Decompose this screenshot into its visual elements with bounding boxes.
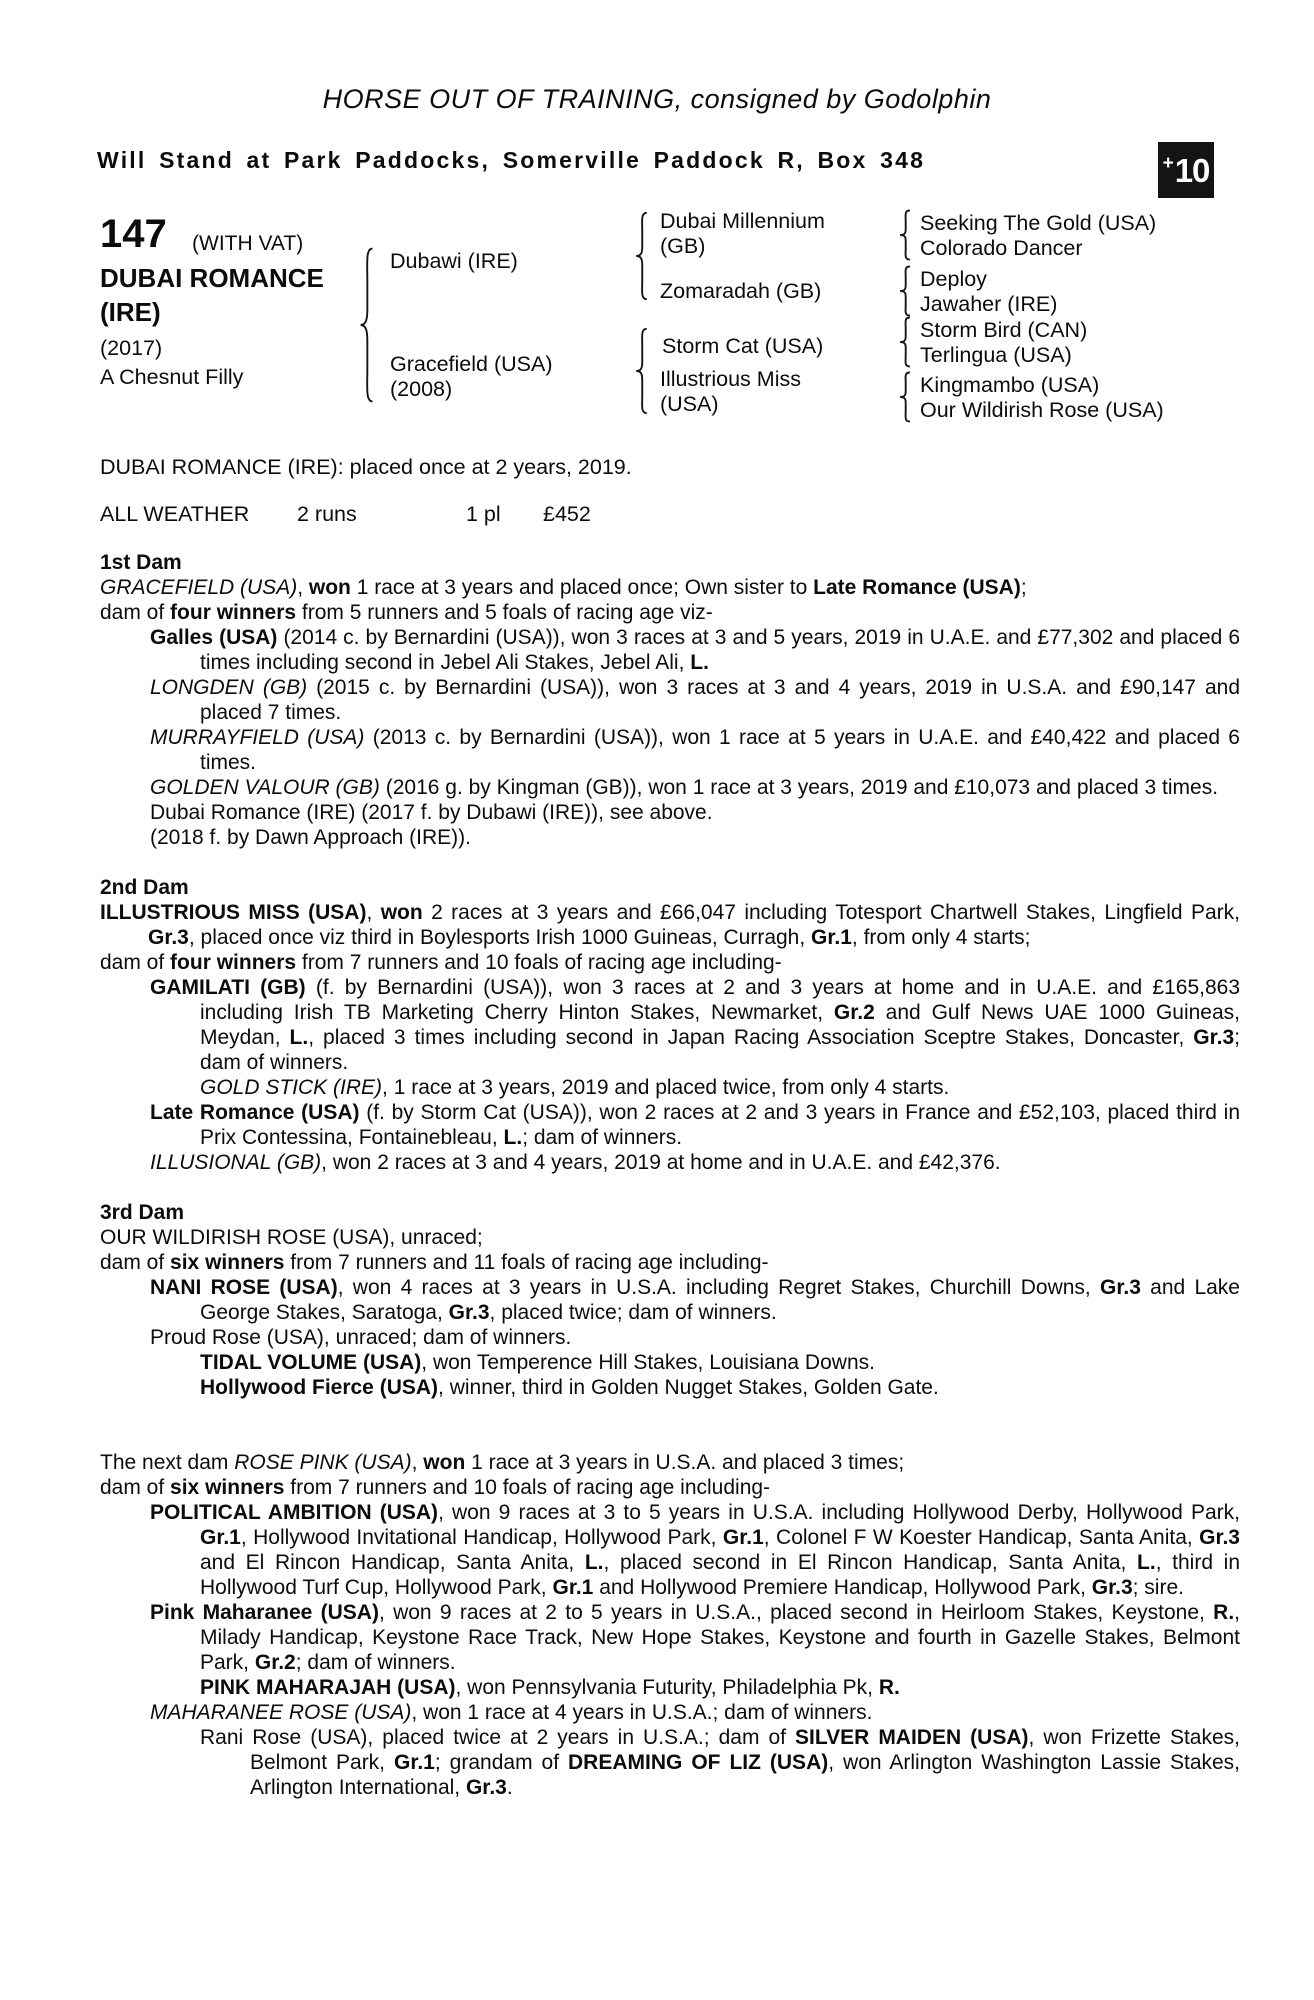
pedigree-text-line: Proud Rose (USA), unraced; dam of winners. [150, 1326, 572, 1349]
plus10-number: 10 [1174, 151, 1210, 189]
pedigree-brace [358, 247, 375, 403]
dam-section [100, 550, 1240, 850]
pedigree-text-line: POLITICAL AMBITION (USA), won 9 races at 3 to 5 years in U.S.A. including Hollywood Derby, Hollywood Park, Gr.1, Hollywood Invitational Handicap, Hollywood Park, Gr.1, Colonel F W Koester Handicap, Santa Anita, Gr.3 and El Rincon Handicap, Santa Anita, L., placed second in El Rincon Handicap, Santa Anita, L., third in Hollywood Turf Cup, Hollywood Park, Gr.1 and Hollywood Premiere Handicap, Hollywood Park, Gr.3; sire. [150, 1501, 1240, 1599]
pedigree-gen3-name: Storm Bird (CAN) [920, 318, 1088, 342]
pedigree-text-line: PINK MAHARAJAH (USA), won Pennsylvania Futurity, Philadelphia Pk, R. [200, 1676, 900, 1699]
pedigree-brace [898, 317, 912, 367]
pedigree-brace [634, 212, 649, 300]
pedigree-text-line: Rani Rose (USA), placed twice at 2 years in U.S.A.; dam of SILVER MAIDEN (USA), won Frizette Stakes, Belmont Park, Gr.1; grandam of DREAMING OF LIZ (USA), won Arlington Washington Lassie Stakes, Arlington International, Gr.3. [200, 1726, 1241, 1799]
pedigree-sire: Dubawi (IRE) [390, 249, 518, 273]
race-record-placings: 1 pl [466, 502, 501, 526]
pedigree-text-line: dam of six winners from 7 runners and 10 foals of racing age including- [100, 1476, 771, 1499]
pedigree-brace [898, 210, 912, 260]
dam-section-heading: 3rd Dam [100, 1201, 185, 1224]
stand-location: Will Stand at Park Paddocks, Somerville Paddock R, Box 348 [97, 147, 926, 173]
pedigree-gen3-name: Colorado Dancer [920, 236, 1083, 260]
pedigree-text-line: Pink Maharanee (USA), won 9 races at 2 to 5 years in U.S.A., placed second in Heirloom Stakes, Keystone, R., Milady Handicap, Keystone Race Track, New Hope Stakes, Keystone and fourth in Gazelle Stakes, Belmont Park, Gr.2; dam of winners. [150, 1601, 1240, 1674]
pedigree-gen3-pair [920, 318, 1260, 368]
pedigree-text-line: The next dam ROSE PINK (USA), won 1 race at 3 years in U.S.A. and placed 3 times; [100, 1451, 905, 1474]
pedigree-gen3-name: Terlingua (USA) [920, 343, 1072, 367]
pedigree-brace [898, 372, 912, 422]
lot-horse-country: (IRE) [100, 297, 161, 327]
lot-vat-note: (WITH VAT) [192, 232, 304, 255]
race-record-earnings: £452 [543, 502, 591, 526]
pedigree-sires-sire: Dubai Millennium (GB) [660, 209, 825, 258]
pedigree-text-line: GRACEFIELD (USA), won 1 race at 3 years and placed once; Own sister to Late Romance (USA); [100, 576, 1027, 599]
pedigree-text-line: NANI ROSE (USA), won 4 races at 3 years in U.S.A. including Regret Stakes, Churchill Downs, Gr.3 and Lake George Stakes, Saratoga, Gr.3, placed twice; dam of winners. [150, 1276, 1240, 1324]
pedigree-gen3-pair [920, 267, 1260, 317]
lot-number: 147 [100, 212, 167, 256]
race-record-surface: ALL WEATHER [100, 502, 250, 526]
pedigree-text-line: dam of four winners from 7 runners and 10 foals of racing age including- [100, 951, 782, 974]
pedigree-text-line: dam of six winners from 7 runners and 11 foals of racing age including- [100, 1251, 769, 1274]
pedigree-dam [390, 352, 600, 402]
pedigree-text-line: Galles (USA) (2014 c. by Bernardini (USA)), won 3 races at 3 and 5 years, 2019 in U.A.E. and £77,302 and placed 6 times including second in Jebel Ali Stakes, Jebel Ali, L. [150, 626, 1240, 674]
pedigree-text-line: GOLDEN VALOUR (GB) (2016 g. by Kingman (GB)), won 1 race at 3 years, 2019 and £10,073 and placed 3 times. [150, 776, 1219, 799]
pedigree-dams-dam: Illustrious Miss (USA) [660, 367, 801, 416]
pedigree-gen3-name: Kingmambo (USA) [920, 373, 1100, 397]
race-record-summary: DUBAI ROMANCE (IRE): placed once at 2 years, 2019. [100, 455, 632, 479]
pedigree-text-line: Late Romance (USA) (f. by Storm Cat (USA)), won 2 races at 2 and 3 years in France and £52,103, placed third in Prix Contessina, Fontainebleau, L.; dam of winners. [150, 1101, 1241, 1149]
pedigree-text-line: LONGDEN (GB) (2015 c. by Bernardini (USA)), won 3 races at 3 and 4 years, 2019 in U.S.A. and £90,147 and placed 7 times. [150, 676, 1240, 724]
pedigree-details [100, 550, 1240, 1800]
pedigree-text-line: TIDAL VOLUME (USA), won Temperence Hill Stakes, Louisiana Downs. [200, 1351, 875, 1374]
pedigree-gen3-name: Jawaher (IRE) [920, 292, 1058, 316]
lot-horse-name: DUBAI ROMANCE [100, 263, 324, 293]
pedigree-text-line: Hollywood Fierce (USA), winner, third in Golden Nugget Stakes, Golden Gate. [200, 1376, 939, 1399]
pedigree-text-line: GAMILATI (GB) (f. by Bernardini (USA)), won 3 races at 2 and 3 years at home and in U.A.E. and £165,863 including Irish TB Marketing Cherry Hinton Stakes, Newmarket, Gr.2 and Gulf News UAE 1000 Guineas, Meydan, L., placed 3 times including second in Japan Racing Association Sceptre Stakes, Doncaster, Gr.3; dam of winners. [150, 976, 1240, 1074]
dam-section-heading: 1st Dam [100, 551, 182, 574]
plus10-plus-sign: + [1162, 152, 1174, 174]
race-record-runs: 2 runs [297, 502, 357, 526]
plus10-badge-icon [1158, 142, 1214, 198]
dam-section [100, 1200, 1240, 1400]
pedigree-gen3-name: Seeking The Gold (USA) [920, 211, 1157, 235]
pedigree-text-line: dam of four winners from 5 runners and 5 foals of racing age viz- [100, 601, 713, 624]
pedigree-text-line: MAHARANEE ROSE (USA), won 1 race at 4 years in U.S.A.; dam of winners. [150, 1701, 873, 1724]
pedigree-gen3-name: Deploy [920, 267, 987, 291]
pedigree-gen3-name: Our Wildirish Rose (USA) [920, 398, 1164, 422]
pedigree-brace [634, 328, 649, 414]
pedigree-text-line: GOLD STICK (IRE), 1 race at 3 years, 2019 and placed twice, from only 4 starts. [200, 1076, 950, 1099]
dam-section [100, 1450, 1240, 1800]
pedigree-brace [898, 266, 912, 316]
pedigree-gen3-pair [920, 211, 1260, 261]
dam-section-heading: 2nd Dam [100, 876, 189, 899]
pedigree-gen3-pair [920, 373, 1260, 423]
pedigree-dams-sire: Storm Cat (USA) [662, 334, 824, 358]
lot-description: A Chesnut Filly [100, 365, 244, 389]
consignment-title: HORSE OUT OF TRAINING, consigned by Godolphin [322, 84, 992, 114]
pedigree-sires-dam: Zomaradah (GB) [660, 279, 822, 303]
race-record-row [100, 502, 800, 528]
pedigree-text-line: ILLUSTRIOUS MISS (USA), won 2 races at 3 years and £66,047 including Totesport Chartwell Stakes, Lingfield Park, Gr.3, placed once viz third in Boylesports Irish 1000 Guineas, Curragh, Gr.1, from only 4 starts; [100, 901, 1240, 949]
pedigree-text-line: MURRAYFIELD (USA) (2013 c. by Bernardini (USA)), won 1 race at 5 years in U.A.E. and £40,422 and placed 6 times. [150, 726, 1240, 774]
dam-section [100, 875, 1240, 1175]
pedigree-text-line: (2018 f. by Dawn Approach (IRE)). [150, 826, 471, 849]
lot-foaling-year: (2017) [100, 336, 163, 360]
pedigree-text-line: OUR WILDIRISH ROSE (USA), unraced; [100, 1226, 483, 1249]
pedigree-dam-year: (2008) [390, 377, 453, 401]
pedigree-text-line: ILLUSIONAL (GB), won 2 races at 3 and 4 years, 2019 at home and in U.A.E. and £42,376. [150, 1151, 1001, 1174]
pedigree-dam-name: Gracefield (USA) [390, 352, 553, 376]
pedigree-text-line: Dubai Romance (IRE) (2017 f. by Dubawi (IRE)), see above. [150, 801, 713, 824]
